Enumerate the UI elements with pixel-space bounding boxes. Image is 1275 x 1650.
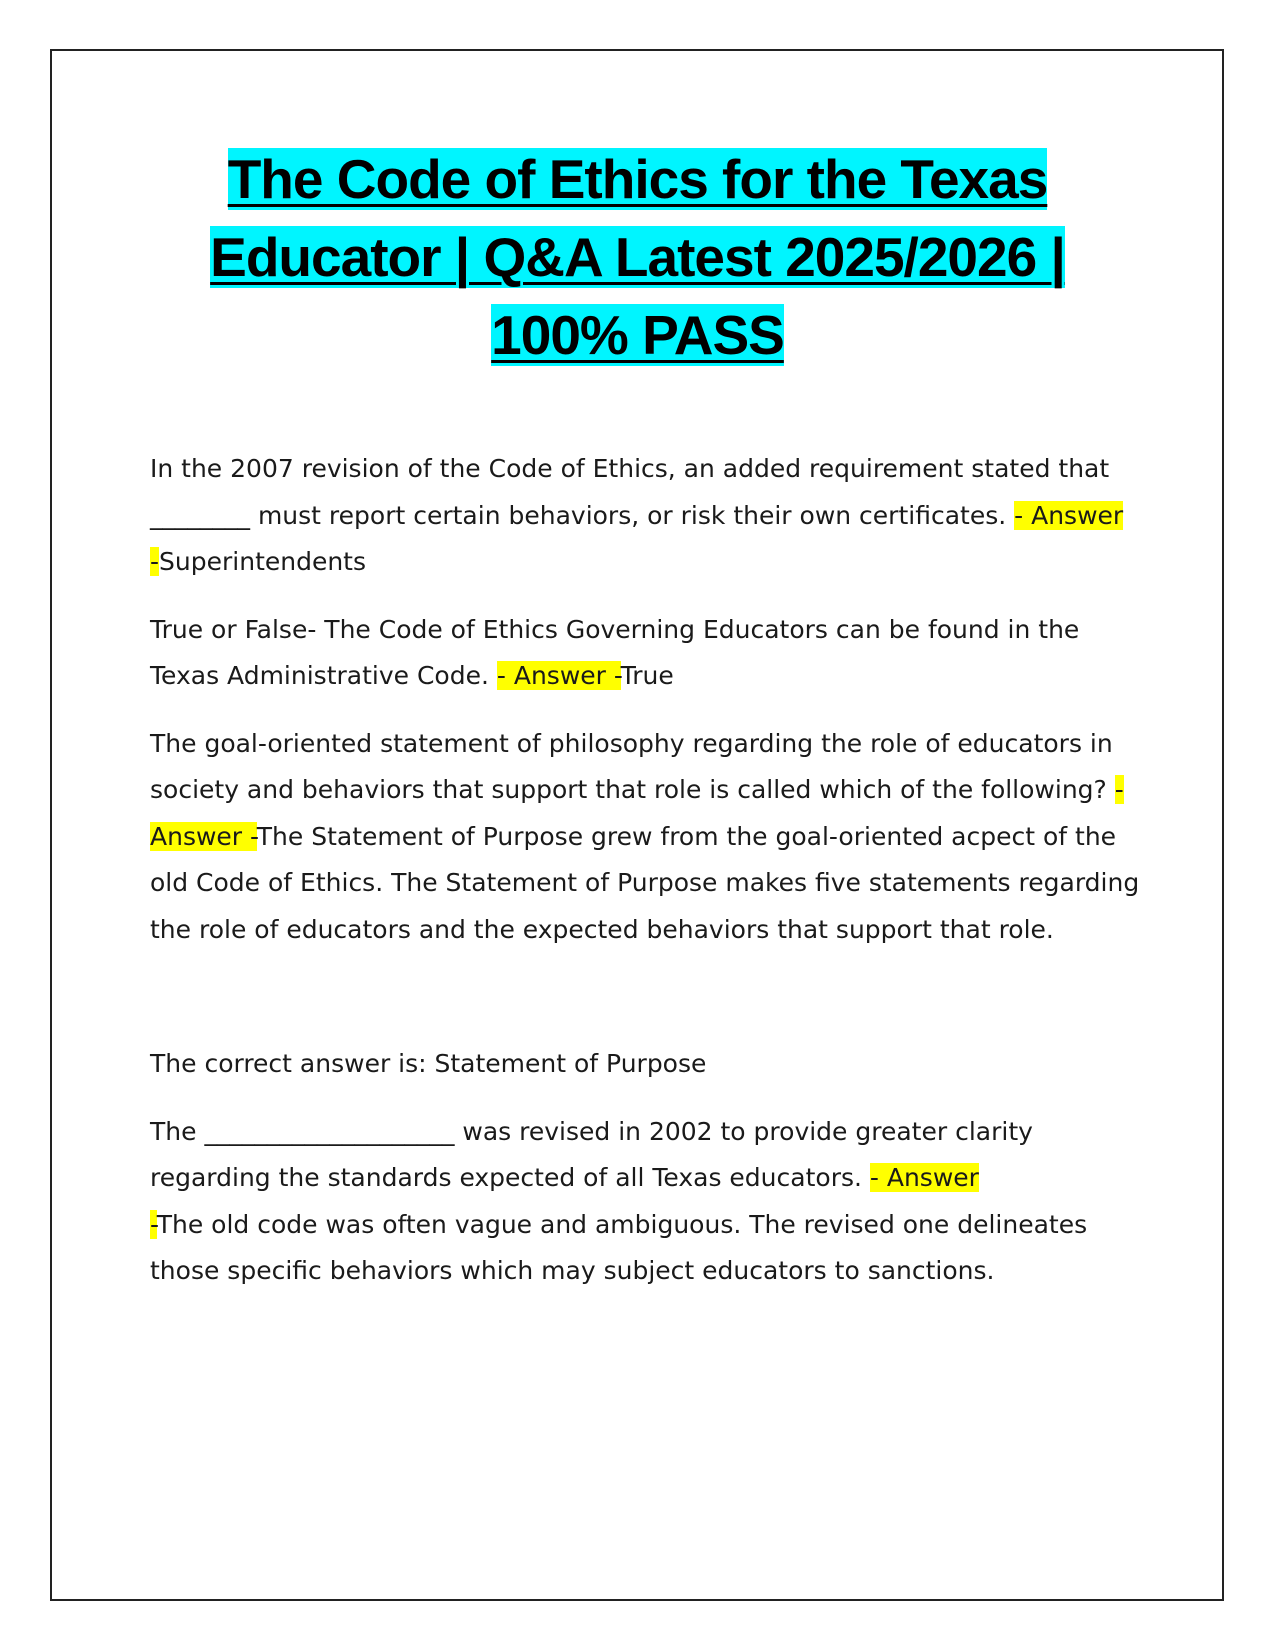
question-text: In the 2007 revision of the Code of Ethics, an added requirement stated that ________ must report certain behaviors, or risk their own certificates. bbox=[150, 454, 1110, 530]
document-title bbox=[150, 140, 1125, 374]
title-line-3: 100% PASS bbox=[491, 304, 784, 366]
answer-text: Superintendents bbox=[159, 547, 367, 576]
qa-item-2 bbox=[150, 607, 1140, 700]
answer-text: The Statement of Purpose grew from the goal-oriented acpect of the old Code of Ethics. The Statement of Purpose makes five statements regarding the role of educators and the expected behaviors that support that role. bbox=[150, 821, 1140, 944]
qa-item-5 bbox=[150, 1109, 1140, 1295]
note-text: The correct answer is: Statement of Purpose bbox=[150, 1049, 707, 1078]
question-text: The goal-oriented statement of philosophy regarding the role of educators in society and behaviors that support that role is called which of the following? bbox=[150, 728, 1115, 804]
answer-text: The old code was often vague and ambiguous. The revised one delineates those specific behaviors which may subject educators to sanctions. bbox=[150, 1209, 1088, 1285]
qa-item-1 bbox=[150, 446, 1140, 586]
correct-answer-note bbox=[150, 1041, 1140, 1088]
answer-marker-part-1: - Answer bbox=[869, 1163, 979, 1192]
answer-marker-part-2: - bbox=[150, 1209, 157, 1239]
qa-list bbox=[150, 446, 1140, 1316]
title-line-1: The Code of Ethics for the Texas bbox=[227, 148, 1048, 210]
answer-text: True bbox=[620, 661, 674, 690]
qa-item-3 bbox=[150, 721, 1140, 954]
title-line-2: Educator | Q&A Latest 2025/2026 | bbox=[210, 226, 1065, 288]
question-text: True or False- The Code of Ethics Governing Educators can be found in the Texas Administrative Code. bbox=[150, 614, 1080, 690]
answer-marker: - Answer - bbox=[150, 500, 1124, 576]
answer-marker: - Answer - bbox=[496, 661, 621, 690]
question-text: The ____________________ was revised in 2002 to provide greater clarity regarding the standards expected of all Texas educators. bbox=[150, 1116, 1033, 1192]
answer-marker: - Answer - bbox=[150, 775, 1124, 851]
